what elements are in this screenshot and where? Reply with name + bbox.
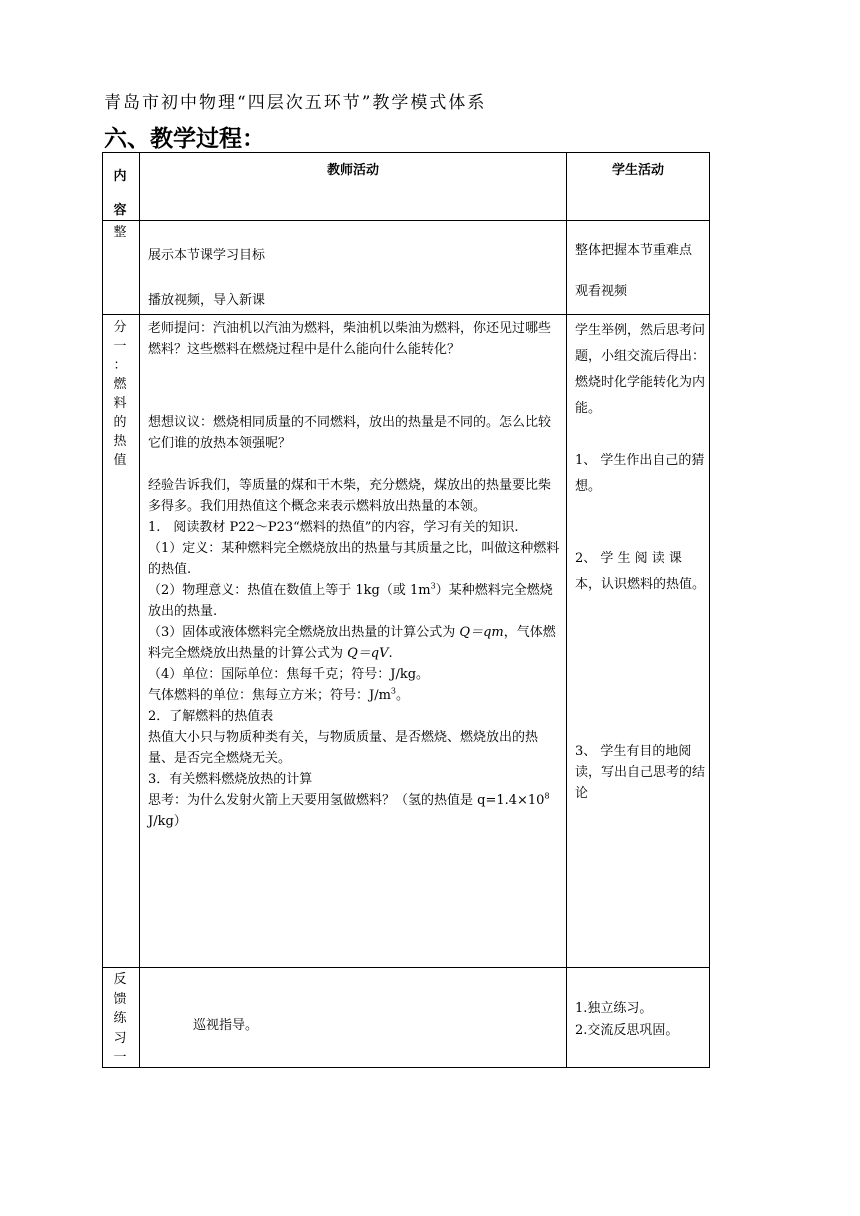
row2-student-conclusion: 3、 学生有目的地阅读，写出自己思考的结论 bbox=[575, 744, 706, 801]
header-content: 内 容 bbox=[113, 169, 127, 218]
gas-unit: 气体燃料的单位：焦每立方米；符号：$J/m^3$。 bbox=[148, 686, 410, 703]
table-border-bottom bbox=[102, 1067, 710, 1068]
row2-teacher-activity bbox=[148, 318, 560, 832]
row1-student-grasp: 整体把握本节重难点 bbox=[575, 243, 693, 258]
table-border-left bbox=[102, 152, 103, 1068]
table-border-right bbox=[709, 152, 710, 1068]
definition: （1）定义：某种燃料完全燃烧放出的热量与其质量之比，叫做这种燃料的热值. bbox=[148, 541, 560, 577]
teacher-experience: 经验告诉我们，等质量的煤和干木柴，充分燃烧，煤放出的热量要比柴多得多。我们用热值这个概念来表示燃料放出热量的本领。 bbox=[148, 478, 552, 514]
thinking-question: 思考：为什么发射火箭上天要用氢做燃料？（氢的热值是 $q=1.4\times 10^8$ J/kg） bbox=[148, 791, 550, 829]
step-1: 1. 阅读教材 P22～P23“燃料的热值”的内容，学习有关的知识. bbox=[148, 520, 519, 535]
formula: （3）固体或液体燃料完全燃烧放出热量的计算公式为 Q＝qm，气体燃料完全燃烧放出热量的计算公式为 Q＝qV. bbox=[148, 625, 556, 661]
row1-teacher-goal: 展示本节课学习目标 bbox=[148, 248, 266, 263]
row3-student-practice: 1.独立练习。 bbox=[575, 1001, 653, 1016]
row2-student-guess: 1、 学生作出自己的猜想。 bbox=[575, 453, 705, 494]
section-title: 六、教学过程： bbox=[104, 125, 265, 152]
unit: （4）单位：国际单位：焦每千克；符号：J/kg。 bbox=[148, 667, 430, 682]
header-teacher: 教师活动 bbox=[326, 163, 379, 178]
table-row-divider bbox=[102, 314, 710, 315]
row2-student-read: 2、 学 生 阅 读 课 本，认识燃料的热值。 bbox=[575, 551, 706, 592]
document-header: 青岛市初中物理“四层次五环节”教学模式体系 bbox=[104, 93, 487, 113]
table-col-divider bbox=[139, 152, 140, 1068]
row1-student-watch: 观看视频 bbox=[575, 284, 628, 299]
row1-teacher-video: 播放视频，导入新课 bbox=[148, 293, 266, 308]
row2-label: 分 一 ： 燃 料 的 热 值 bbox=[113, 320, 127, 468]
table-border-top bbox=[102, 152, 710, 153]
table-row-divider bbox=[102, 220, 710, 221]
row3-student-reflect: 2.交流反思巩固。 bbox=[575, 1023, 679, 1038]
teacher-question: 老师提问：汽油机以汽油为燃料，柴油机以柴油为燃料，你还见过哪些燃料？这些燃料在燃烧过程中是什么能向什么能转化？ bbox=[148, 321, 552, 357]
row3-label: 反 馈 练 习 一 bbox=[113, 972, 127, 1065]
row2-student-example: 学生举例，然后思考问题，小组交流后得出：燃烧时化学能转化为内能。 bbox=[575, 323, 706, 416]
step-2: 2．了解燃料的热值表 bbox=[148, 709, 274, 724]
table-col-divider bbox=[566, 152, 567, 1068]
step-3: 3．有关燃料燃烧放热的计算 bbox=[148, 772, 313, 787]
row3-teacher-patrol: 巡视指导。 bbox=[193, 1018, 259, 1033]
header-student: 学生活动 bbox=[611, 163, 664, 178]
step-2-text: 热值大小只与物质种类有关，与物质质量、是否燃烧、燃烧放出的热量、是否完全燃烧无关。 bbox=[148, 730, 539, 766]
row1-label: 整 bbox=[113, 225, 127, 240]
table-row-divider bbox=[102, 967, 710, 968]
teacher-discussion: 想想议议：燃烧相同质量的不同燃料，放出的热量是不同的。怎么比较它们谁的放热本领强呢？ bbox=[148, 415, 552, 451]
physical-meaning: （2）物理意义：热值在数值上等于 1kg（或 $1m^3$）某种燃料完全燃烧放出的热量. bbox=[148, 581, 553, 619]
